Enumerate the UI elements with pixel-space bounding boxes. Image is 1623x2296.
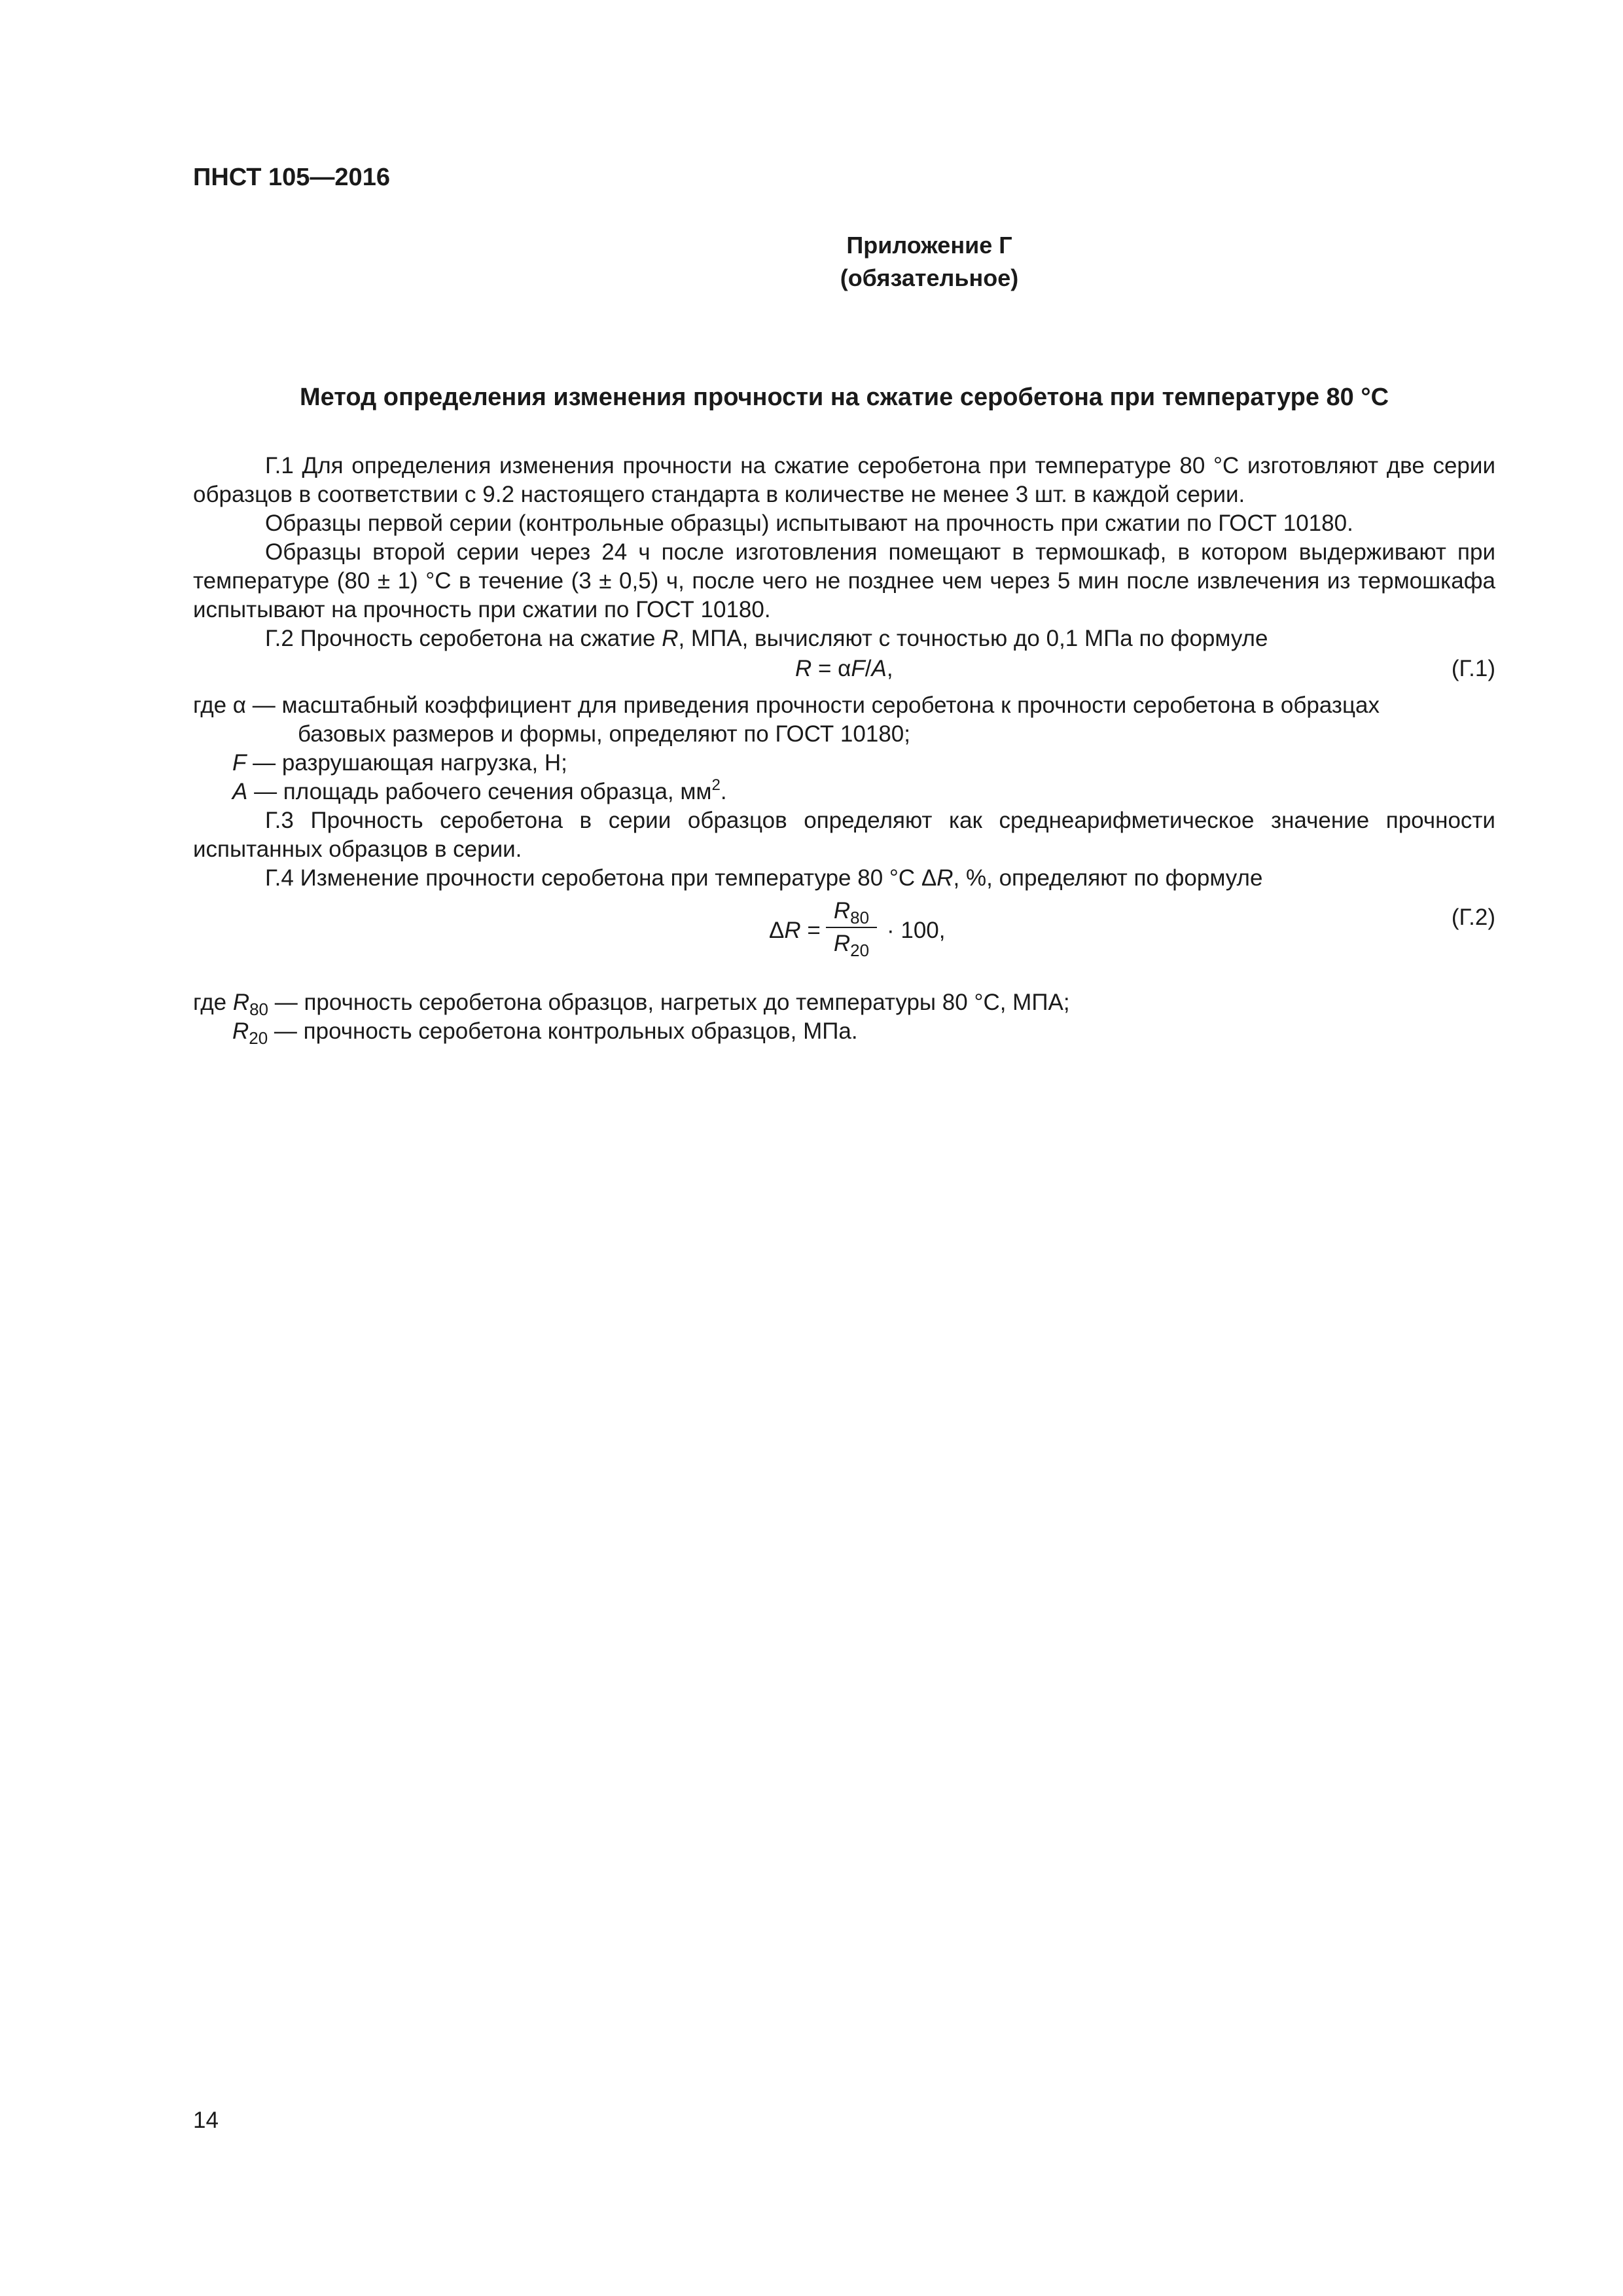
g4-variable: R	[936, 865, 954, 891]
formula-g2-lhs: ΔR =	[769, 918, 821, 943]
formula-g1-number: (Г.1)	[1451, 656, 1495, 681]
paragraph-g1-b: Образцы первой серии (контрольные образцы) испытывают на прочность при сжатии по ГОСТ 10180.	[265, 511, 1353, 536]
definition-r20: $R_{20}$ — прочность серобетона контрольных образцов, МПа.	[232, 1018, 858, 1048]
formula-g2-fraction	[826, 897, 877, 958]
document-id: ПНСТ 105—2016	[193, 164, 390, 191]
annex-title: Приложение Г	[846, 232, 1012, 259]
annex-heading	[0, 229, 1623, 295]
formula-g1-expression: R = αF/A,	[795, 656, 893, 681]
annex-status: (обязательное)	[840, 264, 1019, 291]
definition-a: A — площадь рабочего сечения образца, $мм^2$.	[232, 776, 727, 804]
g2-text: Г.2 Прочность серобетона на сжатие	[265, 626, 662, 651]
paragraph-g1-c: Образцы второй серии через 24 ч после изготовления помещают в термошкаф, в котором выдерживают при температуре (80 ± 1) °С в течение (3 ± 0,5) ч, после чего не позднее чем через 5 мин после извлечения из термошкафа испытывают на прочность при сжатии по ГОСТ 10180.	[193, 539, 1495, 622]
section-title: Метод определения изменения прочности на сжатие серобетона при температуре 80 °С	[299, 384, 1389, 411]
formula-g2	[193, 897, 1495, 975]
paragraph-g1: Г.1 Для определения изменения прочности на сжатие серобетона при температуре 80 °С изготовляют две серии образцов в соответствии с 9.2 настоящего стандарта в количестве не менее 3 шт. в каждой серии.	[193, 453, 1495, 507]
g4-text: Г.4 Изменение прочности серобетона при температуре 80 °С Δ	[265, 865, 937, 891]
paragraph-g3: Г.3 Прочность серобетона в серии образцов определяют как среднеарифметическое значение прочности испытанных образцов в серии.	[193, 808, 1495, 862]
definition-f: F — разрушающая нагрузка, Н;	[232, 750, 567, 776]
definition-r80: где $R_{80}$ — прочность серобетона образцов, нагретых до температуры 80 °С, МПА;	[193, 990, 1070, 1019]
document-body	[193, 452, 1495, 1046]
fraction-denominator: $R_{20}$	[833, 931, 870, 960]
fraction-numerator: $R_{80}$	[833, 898, 870, 927]
g4-text-end: , %, определяют по формуле	[953, 865, 1263, 891]
definition-alpha-text: где α — масштабный коэффициент для приведения прочности серобетона к прочности серобетона в образцах	[193, 692, 1380, 718]
formula-g2-number: (Г.2)	[1451, 905, 1495, 930]
g2-variable: R	[662, 626, 679, 651]
g2-text-end: , МПА, вычисляют с точностью до 0,1 МПа по формуле	[678, 626, 1268, 651]
paragraph-g4	[193, 864, 1495, 893]
formula-g2-rhs: · 100,	[887, 918, 946, 943]
formula-g1	[193, 655, 1495, 687]
page-number: 14	[193, 2108, 219, 2133]
paragraph-g2	[193, 624, 1495, 653]
definition-alpha-continuation: базовых размеров и формы, определяют по ГОСТ 10180;	[298, 721, 910, 747]
definition-alpha	[193, 691, 1495, 749]
